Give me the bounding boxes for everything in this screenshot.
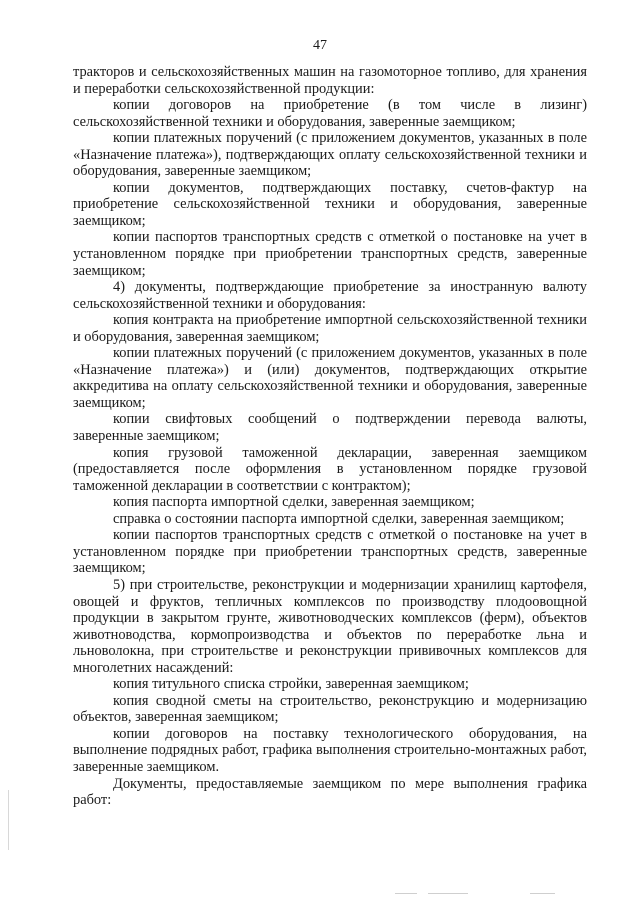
paragraph: копия контракта на приобретение импортной сельскохозяйственной техники и оборудования, заверенная заемщиком;	[73, 312, 587, 345]
paragraph: копии платежных поручений (с приложением документов, указанных в поле «Назначение платежа») и (или) документов, подтверждающих открытие аккредитива на оплату сельскохозяйственной техники и оборудования, заверенные заемщиком;	[73, 345, 587, 411]
scan-artifact-mark	[428, 893, 468, 894]
paragraph: копии платежных поручений (с приложением документов, указанных в поле «Назначение платежа»), подтверждающих оплату сельскохозяйственной техники и оборудования, заверенные заемщиком;	[73, 130, 587, 180]
paragraph: копии паспортов транспортных средств с отметкой о постановке на учет в установленном порядке при приобретении транспортных средств, заверенные заемщиком;	[73, 229, 587, 279]
paragraph: копии документов, подтверждающих поставку, счетов-фактур на приобретение сельскохозяйственной техники и оборудования, заверенные заемщиком;	[73, 179, 587, 229]
page-number: 47	[313, 38, 327, 53]
paragraph: Документы, предоставляемые заемщиком по мере выполнения графика работ:	[73, 775, 587, 809]
paragraph: копии договоров на поставку технологического оборудования, на выполнение подрядных работ, графика выполнения строительно-монтажных работ, заверенные заемщиком.	[73, 725, 587, 775]
paragraph: копия паспорта импортной сделки, заверенная заемщиком;	[113, 494, 475, 511]
scan-artifact-mark	[395, 893, 417, 894]
paragraph: тракторов и сельскохозяйственных машин на газомоторное топливо, для хранения и переработки сельскохозяйственной продукции:	[73, 64, 587, 97]
document-body	[73, 64, 587, 809]
paragraph: 4) документы, подтверждающие приобретение за иностранную валюту сельскохозяйственной техники и оборудования:	[73, 279, 587, 312]
paragraph: справка о состоянии паспорта импортной сделки, заверенная заемщиком;	[113, 510, 565, 527]
paragraph: копии договоров на приобретение (в том числе в лизинг) сельскохозяйственной техники и оборудования, заверенные заемщиком;	[73, 97, 587, 130]
paragraph: копии паспортов транспортных средств с отметкой о постановке на учет в установленном порядке при приобретении транспортных средств, заверенные заемщиком;	[73, 527, 587, 577]
paragraph: копия титульного списка стройки, заверенная заемщиком;	[113, 676, 469, 693]
paragraph: копия сводной сметы на строительство, реконструкцию и модернизацию объектов, заверенная заемщиком;	[73, 692, 587, 726]
paragraph: копия грузовой таможенной декларации, заверенная заемщиком (предоставляется после оформления в установленном порядке грузовой таможенной декларации в соответствии с контрактом);	[73, 444, 587, 494]
paragraph: копии свифтовых сообщений о подтверждении перевода валюты, заверенные заемщиком;	[73, 411, 587, 445]
scan-edge-mark	[8, 790, 9, 850]
paragraph: 5) при строительстве, реконструкции и модернизации хранилищ картофеля, овощей и фруктов, тепличных комплексов по производству плодоовощной продукции в закрытом грунте, животноводческих комплексов (ферм), объектов животноводства, кормопроизводства и объектов по переработке льна и льноволокна, при строительстве и реконструкции прививочных комплексов для многолетних насаждений:	[73, 576, 587, 676]
scan-artifact-mark	[530, 893, 555, 894]
